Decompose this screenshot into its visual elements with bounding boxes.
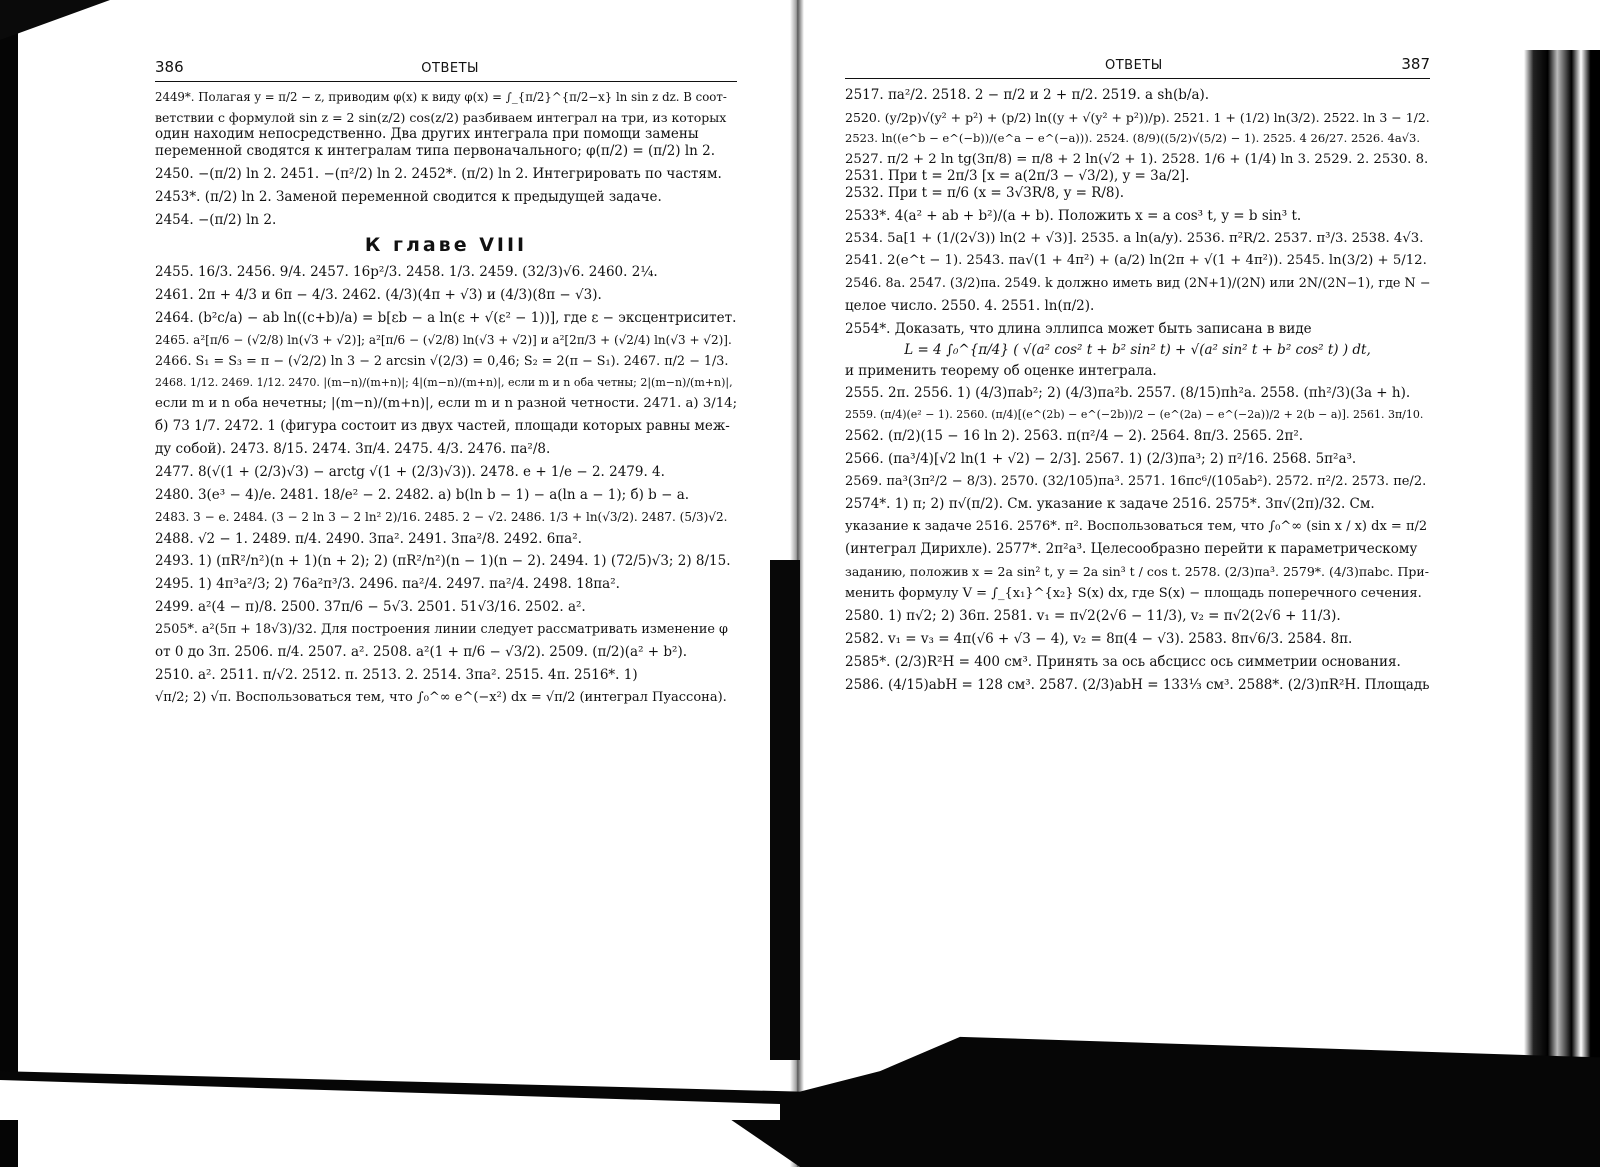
answer-line: 2499. a²(4 − π)/8. 2500. 37π/6 − 5√3. 2501. 51√3/16. 2502. a². (155, 599, 586, 616)
answer-line: 2586. (4/15)abH = 128 см³. 2587. (2/3)abH = 133⅓ см³. 2588*. (2/3)πR²H. Площадь (845, 676, 1430, 693)
answer-line: 2566. (πa³/4)[√2 ln(1 + √2) − 2/3]. 2567. 1) (2/3)πa³; 2) π²/16. 2568. 5π²a³. (845, 450, 1357, 467)
answer-line: 2585*. (2/3)R²H = 400 см³. Принять за ось абсцисс ось симметрии основания. (845, 653, 1401, 670)
answer-line: √π/2; 2) √π. Воспользоваться тем, что ∫₀^∞ e^(−x²) dx = √π/2 (интеграл Пуассона). (155, 689, 727, 705)
answer-line: 2468. 1/12. 2469. 1/12. 2470. |(m−n)/(m+n)|; 4|(m−n)/(m+n)|, если m и n оба четны; 2|(m−n)/(m+n)|, (155, 375, 733, 389)
running-header: ОТВЕТЫ (1105, 57, 1163, 73)
page-number: 386 (155, 58, 184, 76)
answer-line: от 0 до 3π. 2506. π/4. 2507. a². 2508. a²(1 + π/6 − √3/2). 2509. (π/2)(a² + b²). (155, 644, 688, 660)
answer-line: 2527. π/2 + 2 ln tg(3π/8) = π/8 + 2 ln(√2 + 1). 2528. 1/6 + (1/4) ln 3. 2529. 2. 2530. 8. (845, 151, 1429, 167)
answer-line: 2534. 5a[1 + (1/(2√3)) ln(2 + √3)]. 2535. a ln(a/y). 2536. π²R/2. 2537. π³/3. 2538. 4√3. (845, 230, 1424, 246)
answers-block (845, 87, 1430, 338)
answer-line: 2454. −(π/2) ln 2. (155, 211, 277, 228)
answer-line: 2493. 1) (πR²/n²)(n + 1)(n + 2); 2) (πR²/n²)(n − 1)(n − 2). 2494. 1) (72/5)√3; 2) 8/15. (155, 553, 731, 570)
answer-line: 2541. 2(e^t − 1). 2543. πa√(1 + 4π²) + (a/2) ln(2π + √(1 + 4π²)). 2545. ln(3/2) + 5/12. (845, 253, 1427, 269)
answer-line: менить формулу V = ∫_{x₁}^{x₂} S(x) dx, где S(x) − площадь поперечного сечения. (845, 585, 1422, 601)
page-number: 387 (1401, 55, 1430, 73)
answer-line: 2532. При t = π/6 (x = 3√3R/8, y = R/8). (845, 185, 1125, 202)
answer-line: 2520. (y/2p)√(y² + p²) + (p/2) ln((y + √(y² + p²))/p). 2521. 1 + (1/2) ln(3/2). 2522. ln 3 − 1/2. (845, 109, 1430, 125)
answer-line: 2488. √2 − 1. 2489. π/4. 2490. 3πa². 2491. 3πa²/8. 2492. 6πa². (155, 530, 582, 547)
running-header: ОТВЕТЫ (421, 60, 479, 76)
answer-line: 2555. 2π. 2556. 1) (4/3)πab²; 2) (4/3)πa²b. 2557. (8/15)πh²a. 2558. (πh²/3)(3a + h). (845, 385, 1411, 402)
answer-line: 2495. 1) 4π³a²/3; 2) 76a²π³/3. 2496. πa²/4. 2497. πa²/4. 2498. 18πa². (155, 576, 620, 593)
answer-line: 2559. (π/4)(e² − 1). 2560. (π/4)[(e^(2b) − e^(−2b))/2 − (e^(2a) − e^(−2a))/2 + 2(b − a)]. 2561. 3π/10. (845, 408, 1424, 422)
answer-line: 2453*. (π/2) ln 2. Заменой переменной сводится к предыдущей задаче. (155, 188, 662, 205)
page-edges-right (1505, 50, 1600, 1167)
answer-line: 2449*. Полагая y = π/2 − z, приводим φ(x) к виду φ(x) = ∫_{π/2}^{π/2−x} ln sin z dz. В соот- (155, 89, 727, 104)
answer-line: 2450. −(π/2) ln 2. 2451. −(π²/2) ln 2. 2452*. (π/2) ln 2. Интегрировать по частям. (155, 165, 722, 182)
answer-line: 2480. 3(e³ − 4)/e. 2481. 18/e² − 2. 2482. а) b(ln b − 1) − a(ln a − 1); б) b − a. (155, 486, 690, 503)
left-page-header (155, 58, 737, 82)
answer-line: 2461. 2π + 4/3 и 6π − 4/3. 2462. (4/3)(4π + √3) и (4/3)(8π − √3). (155, 287, 602, 304)
answers-block (155, 264, 737, 706)
answer-line: 2562. (π/2)(15 − 16 ln 2). 2563. π(π²/4 − 2). 2564. 8π/3. 2565. 2π². (845, 428, 1304, 444)
answer-line: целое число. 2550. 4. 2551. ln(π/2). (845, 297, 1095, 314)
answer-line: если m и n оба нечетны; |(m−n)/(m+n)|, если m и n разной четности. 2471. а) 3/14; (155, 395, 737, 411)
answer-line: 2523. ln((e^b − e^(−b))/(e^a − e^(−a))). 2524. (8/9)((5/2)√(5/2) − 1). 2525. 4 26/27. 2526. 4a√3. (845, 131, 1421, 146)
answer-line: б) 73 1/7. 2472. 1 (фигура состоит из двух частей, площади которых равны меж- (155, 418, 730, 435)
answer-line: 2546. 8a. 2547. (3/2)πa. 2549. k должно иметь вид (2N+1)/(2N) или 2N/(2N−1), где N − (845, 275, 1430, 291)
answer-line: 2517. πa²/2. 2518. 2 − π/2 и 2 + π/2. 2519. a sh(b/a). (845, 86, 1210, 103)
scan-shadow-top-left (0, 0, 110, 40)
scan-border-left (0, 0, 18, 1167)
answers-block (155, 90, 737, 229)
answer-line: 2580. 1) π√2; 2) 36π. 2581. v₁ = π√2(2√6 − 11/3), v₂ = π√2(2√6 + 11/3). (845, 607, 1341, 624)
answer-line: заданию, положив x = 2a sin² t, y = 2a sin³ t / cos t. 2578. (2/3)πa³. 2579*. (4/3)πabc. При- (845, 564, 1429, 579)
answers-block (845, 363, 1430, 694)
answer-line: 2465. a²[π/6 − (√2/8) ln(√3 + √2)]; a²[π/6 − (√2/8) ln(√3 + √2)] и a²[2π/3 + (√2/4) ln(√3 + √2)]. (155, 332, 732, 347)
scan-shadow-spine (770, 560, 800, 1060)
answer-line: 2574*. 1) π; 2) π√(π/2). См. указание к задаче 2516. 2575*. 3π√(2π)/32. См. (845, 496, 1375, 512)
answer-line: 2531. При t = 2π/3 [x = a(2π/3 − √3/2), y = 3a/2]. (845, 168, 1190, 185)
answer-line: ду собой). 2473. 8/15. 2474. 3π/4. 2475. 4/3. 2476. πa²/8. (155, 440, 551, 457)
answer-line: 2505*. a²(5π + 18√3)/32. Для построения линии следует рассматривать изменение φ (155, 622, 728, 638)
answer-line: 2510. a². 2511. π/√2. 2512. π. 2513. 2. 2514. 3πa². 2515. 4π. 2516*. 1) (155, 666, 638, 683)
answer-line: указание к задаче 2516. 2576*. π². Воспользоваться тем, что ∫₀^∞ (sin x / x) dx = π/2 (845, 518, 1428, 534)
answer-line: 2582. v₁ = v₃ = 4π(√6 + √3 − 4), v₂ = 8π(4 − √3). 2583. 8π√6/3. 2584. 8π. (845, 630, 1353, 647)
right-page-header (845, 55, 1430, 79)
answer-line: 2569. πa³(3π²/2 − 8/3). 2570. (32/105)πa³. 2571. 16πc⁶/(105ab²). 2572. π²/2. 2573. πe/2. (845, 473, 1427, 489)
answer-line: и применить теорему об оценке интеграла. (845, 362, 1157, 379)
answer-line: 2483. 3 − e. 2484. (3 − 2 ln 3 − 2 ln² 2)/16. 2485. 2 − √2. 2486. 1/3 + ln(√3/2). 2487. (5/3)√2. (155, 509, 728, 524)
answer-line: 2464. (b²c/a) − ab ln((c+b)/a) = b[εb − a ln(ε + √(ε² − 1))], где ε − эксцентриситет. (155, 309, 737, 326)
chapter-title: К главе VIII (364, 234, 528, 257)
answer-line: 2533*. 4(a² + ab + b²)/(a + b). Положить x = a cos³ t, y = b sin³ t. (845, 207, 1302, 224)
answer-line: один находим непосредственно. Два других интеграла при помощи замены (155, 126, 699, 143)
right-page (845, 55, 1430, 693)
answer-line: ветствии с формулой sin z = 2 sin(z/2) cos(z/2) разбиваем интеграл на три, из которых (155, 110, 727, 126)
ellipse-length-formula: L = 4 ∫₀^{π/4} ( √(a² cos² t + b² sin² t) + √(a² sin² t + b² cos² t) ) dt, (904, 341, 1371, 358)
answer-line: 2477. 8(√(1 + (2/3)√3) − arctg √(1 + (2/3)√3)). 2478. e + 1/e − 2. 2479. 4. (155, 463, 665, 480)
answer-line: 2455. 16/3. 2456. 9/4. 2457. 16p²/3. 2458. 1/3. 2459. (32/3)√6. 2460. 2¼. (155, 264, 658, 281)
answer-line: 2466. S₁ = S₃ = π − (√2/2) ln 3 − 2 arcsin √(2/3) = 0,46; S₂ = 2(π − S₁). 2467. π/2 − 1/3. (155, 353, 729, 369)
answer-line: переменной сводятся к интегралам типа первоначального; φ(π/2) = (π/2) ln 2. (155, 142, 716, 159)
answer-line: (интеграл Дирихле). 2577*. 2π²a³. Целесообразно перейти к параметрическому (845, 541, 1418, 558)
left-page (155, 58, 737, 706)
answer-line: 2554*. Доказать, что длина эллипса может быть записана в виде (845, 320, 1312, 337)
